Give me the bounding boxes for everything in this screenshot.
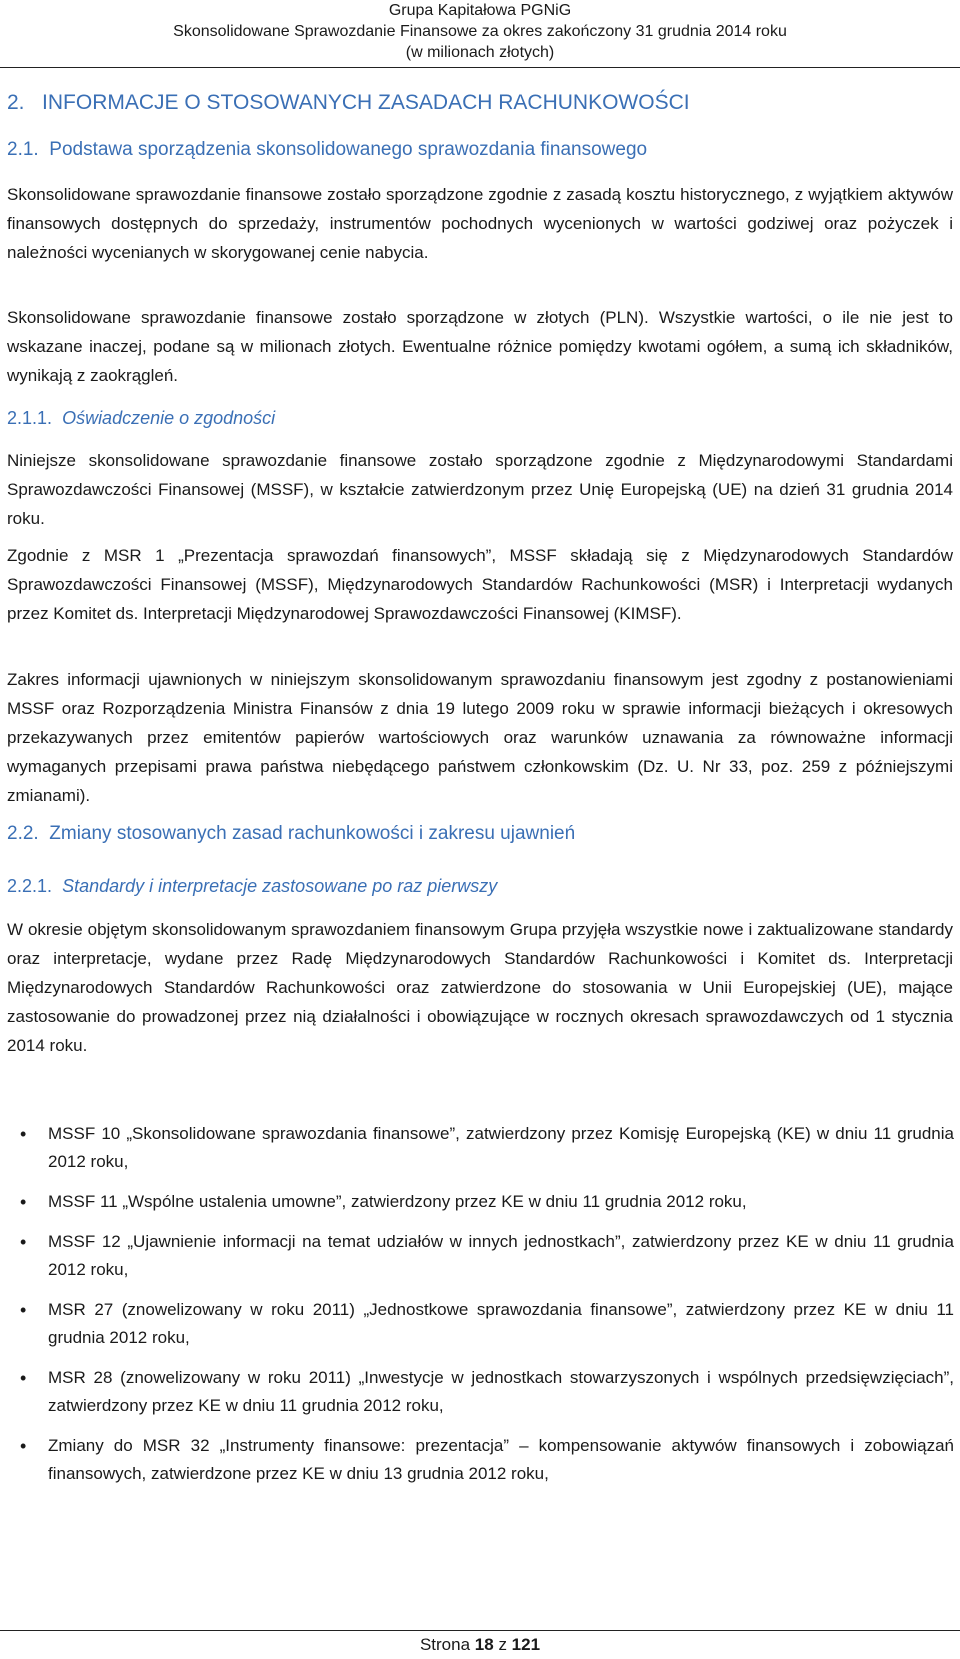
list-item: [0, 1296, 954, 1352]
list-item: [0, 1432, 954, 1488]
list-item-text: MSSF 12 „Ujawnienie informacji na temat udziałów w innych jednostkach”, zatwierdzony przez KE w dniu 11 grudnia 2012 roku,: [48, 1232, 954, 1279]
subsection-number: 2.2.: [7, 823, 39, 844]
bullet-icon: •: [20, 1232, 27, 1252]
page-footer: [0, 1630, 960, 1659]
section-title: INFORMACJE O STOSOWANYCH ZASADACH RACHUNKOWOŚCI: [42, 91, 690, 114]
subsection-title: Zmiany stosowanych zasad rachunkowości i zakresu ujawnień: [49, 823, 576, 844]
subsection-title: Standardy i interpretacje zastosowane po raz pierwszy: [62, 876, 498, 896]
list-item: [0, 1364, 954, 1420]
subsection-heading-2-1-1: [7, 406, 275, 430]
bullet-icon: •: [20, 1192, 27, 1212]
bullet-icon: •: [20, 1300, 27, 1320]
subsection-number: 2.2.1.: [7, 876, 53, 896]
bullet-icon: •: [20, 1436, 27, 1456]
section-number: 2.: [7, 91, 25, 114]
paragraph: W okresie objętym skonsolidowanym sprawozdaniem finansowym Grupa przyjęła wszystkie nowe i zaktualizowane standardy oraz interpretacje, wydane przez Radę Międzynarodowych Standardów Rachunkowości i Komitet ds. Interpretacji Międzynarodowych Standardów Rachunkowości oraz zatwierdzone do stosowania w Unii Europejskiej (UE), mające zastosowanie do prowadzonej przez nią działalności i obowiązujące w rocznych okresach sprawozdawczych od 1 stycznia 2014 roku.: [7, 920, 953, 1055]
list-item: [0, 1228, 954, 1284]
subsection-number: 2.1.: [7, 139, 39, 160]
list-item-text: MSSF 10 „Skonsolidowane sprawozdania finansowe”, zatwierdzony przez Komisję Europejską (KE) w dniu 11 grudnia 2012 roku,: [48, 1124, 954, 1171]
paragraph: Zgodnie z MSR 1 „Prezentacja sprawozdań finansowych”, MSSF składają się z Międzynarodowych Standardów Sprawozdawczości Finansowej (MSSF), Międzynarodowych Standardów Rachunkowości (MSR) i Interpretacji wydanych przez Komitet ds. Interpretacji Międzynarodowej Sprawozdawczości Finansowej (KIMSF).: [7, 546, 953, 623]
list-item-text: MSSF 11 „Wspólne ustalenia umowne”, zatwierdzony przez KE w dniu 11 grudnia 2012 roku,: [48, 1192, 747, 1211]
header-units: (w milionach złotych): [405, 44, 555, 61]
page-total: 121: [511, 1635, 541, 1654]
standards-list: [0, 1120, 960, 1500]
list-item-text: Zmiany do MSR 32 „Instrumenty finansowe: prezentacja” – kompensowanie aktywów finansowych i zobowiązań finansowych, zatwierdzone przez KE w dniu 13 grudnia 2012 roku,: [48, 1436, 954, 1483]
paragraph: Skonsolidowane sprawozdanie finansowe zostało sporządzone w złotych (PLN). Wszystkie wartości, o ile nie jest to wskazane inaczej, podane są w milionach złotych. Ewentualne różnice pomiędzy kwotami ogółem, a sumą ich składników, wynikają z zaokrągleń.: [7, 308, 953, 385]
subsection-title: Podstawa sporządzenia skonsolidowanego sprawozdania finansowego: [49, 139, 648, 160]
paragraph: Skonsolidowane sprawozdanie finansowe zostało sporządzone zgodnie z zasadą kosztu historycznego, z wyjątkiem aktywów finansowych dostępnych do sprzedaży, instrumentów pochodnych wycenionych w wartości godziwej oraz pożyczek i należności wycenianych w skorygowanej cenie nabycia.: [7, 185, 953, 262]
page-number: 18: [474, 1635, 494, 1654]
list-item: [0, 1120, 954, 1176]
bullet-icon: •: [20, 1124, 27, 1144]
list-item-text: MSR 27 (znowelizowany w roku 2011) „Jednostkowe sprawozdania finansowe”, zatwierdzony przez KE w dniu 11 grudnia 2012 roku,: [48, 1300, 954, 1347]
section-heading: [7, 90, 690, 116]
page-header: [0, 0, 960, 68]
header-report-title: Skonsolidowane Sprawozdanie Finansowe za okres zakończony 31 grudnia 2014 roku: [173, 23, 787, 40]
subsection-heading-2-1: [7, 138, 647, 162]
list-item: [0, 1188, 954, 1216]
subsection-number: 2.1.1.: [7, 408, 53, 428]
paragraph: Zakres informacji ujawnionych w niniejszym skonsolidowanym sprawozdaniu finansowym jest zgodny z postanowieniami MSSF oraz Rozporządzenia Ministra Finansów z dnia 19 lutego 2009 roku w sprawie informacji bieżących i okresowych przekazywanych przez emitentów papierów wartościowych oraz warunków uznawania za równoważne informacji wymaganych przepisami prawa państwa niebędącego państwem członkowskim (Dz. U. Nr 33, poz. 259 z późniejszymi zmianami).: [7, 670, 953, 805]
header-company: Grupa Kapitałowa PGNiG: [388, 2, 572, 19]
paragraph: Niniejsze skonsolidowane sprawozdanie finansowe zostało sporządzone zgodnie z Międzynarodowymi Standardami Sprawozdawczości Finansowej (MSSF), w kształcie zatwierdzonym przez Unię Europejską (UE) na dzień 31 grudnia 2014 roku.: [7, 451, 953, 528]
subsection-title: Oświadczenie o zgodności: [62, 408, 276, 428]
footer-separator: z: [498, 1635, 507, 1654]
subsection-heading-2-2-1: [7, 874, 497, 898]
list-item-text: MSR 28 (znowelizowany w roku 2011) „Inwestycje w jednostkach stowarzyszonych i wspólnych przedsięwzięciach”, zatwierdzony przez KE w dniu 11 grudnia 2012 roku,: [48, 1368, 954, 1415]
footer-prefix: Strona: [419, 1635, 471, 1654]
subsection-heading-2-2: [7, 822, 575, 846]
bullet-icon: •: [20, 1368, 27, 1388]
